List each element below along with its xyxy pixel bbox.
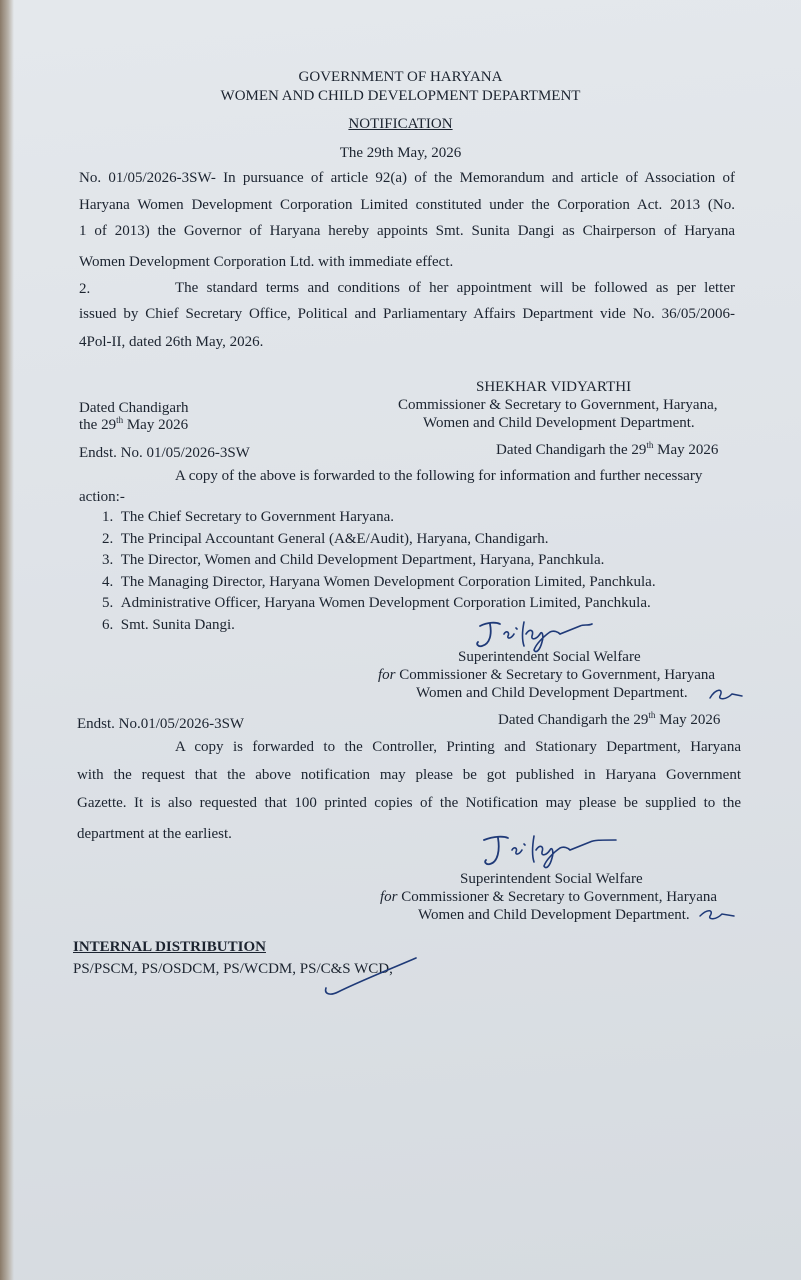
endst1-intro-line1: A copy of the above is forwarded to the following for information and further necessary xyxy=(175,468,703,484)
tick-mark xyxy=(318,952,428,998)
endst2-body-line3: Gazette. It is also requested that 100 printed copies of the Notification may please be supplied to the xyxy=(77,795,741,811)
endst1-sign-line3: Women and Child Development Department. xyxy=(416,685,688,701)
list-item: 5. Administrative Officer, Haryana Women Development Corporation Limited, Panchkula. xyxy=(102,595,651,611)
endst2-date: Dated Chandigarh the 29th May 2026 xyxy=(498,710,721,728)
para2-number: 2. xyxy=(79,281,91,297)
signatory-name: SHEKHAR VIDYARTHI xyxy=(476,379,632,395)
list-item: 1. The Chief Secretary to Government Haryana. xyxy=(102,509,394,525)
para1-line2: Haryana Women Development Corporation Limited constituted under the Corporation Act. 2013 (No. xyxy=(79,197,735,213)
notification-title: NOTIFICATION xyxy=(348,116,453,132)
endst2-number: Endst. No.01/05/2026-3SW xyxy=(77,716,245,732)
endst1-date: Dated Chandigarh the 29th May 2026 xyxy=(496,440,719,458)
endst2-sign-line3: Women and Child Development Department. xyxy=(418,907,690,923)
endst2-sign-title: Superintendent Social Welfare xyxy=(460,871,643,887)
list-item: 3. The Director, Women and Child Development Department, Haryana, Panchkula. xyxy=(102,552,605,568)
endst1-sign-title: Superintendent Social Welfare xyxy=(458,649,641,665)
endst2-body-line1: A copy is forwarded to the Controller, Printing and Stationary Department, Haryana xyxy=(175,739,741,755)
para1-line1: No. 01/05/2026-3SW- In pursuance of article 92(a) of the Memorandum and article of Association of xyxy=(79,170,735,186)
internal-distribution-heading: INTERNAL DISTRIBUTION xyxy=(73,939,266,955)
list-item: 6. Smt. Sunita Dangi. xyxy=(102,617,235,633)
para1-line3: 1 of 2013) the Governor of Haryana hereby appoints Smt. Sunita Dangi as Chairperson of Haryana xyxy=(79,223,735,239)
endst2-sign-line2: for Commissioner & Secretary to Government, Haryana xyxy=(380,889,718,905)
signatory-designation2: Women and Child Development Department. xyxy=(423,415,695,431)
para2-line3: 4Pol-II, dated 26th May, 2026. xyxy=(79,334,264,350)
endst2-body-line4: department at the earliest. xyxy=(77,826,232,842)
govt-heading: GOVERNMENT OF HARYANA xyxy=(298,69,503,85)
dated-date: the 29th May 2026 xyxy=(79,415,189,433)
para2-line2: issued by Chief Secretary Office, Political and Parliamentary Affairs Department vide No. 36/05/2006- xyxy=(79,306,735,322)
list-item: 2. The Principal Accountant General (A&E/Audit), Haryana, Chandigarh. xyxy=(102,531,549,547)
endst1-number: Endst. No. 01/05/2026-3SW xyxy=(79,445,250,461)
internal-distribution-list: PS/PSCM, PS/OSDCM, PS/WCDM, PS/C&S WCD, xyxy=(73,961,393,977)
department-heading: WOMEN AND CHILD DEVELOPMENT DEPARTMENT xyxy=(220,88,581,104)
endst1-intro-line2: action:- xyxy=(79,489,125,505)
dated-place: Dated Chandigarh xyxy=(79,400,189,416)
endst1-sign-line2: for Commissioner & Secretary to Government, Haryana xyxy=(378,667,716,683)
initials-mark-2 xyxy=(698,904,738,924)
signatory-designation1: Commissioner & Secretary to Government, Haryana, xyxy=(398,397,718,413)
notification-date: The 29th May, 2026 xyxy=(339,145,462,161)
para1-line4: Women Development Corporation Ltd. with immediate effect. xyxy=(79,254,454,270)
endst2-body-line2: with the request that the above notification may please be got published in Haryana Government xyxy=(77,767,741,783)
list-item: 4. The Managing Director, Haryana Women Development Corporation Limited, Panchkula. xyxy=(102,574,656,590)
initials-mark-1 xyxy=(706,684,746,704)
para2-line1: The standard terms and conditions of her appointment will be followed as per letter xyxy=(175,280,735,296)
